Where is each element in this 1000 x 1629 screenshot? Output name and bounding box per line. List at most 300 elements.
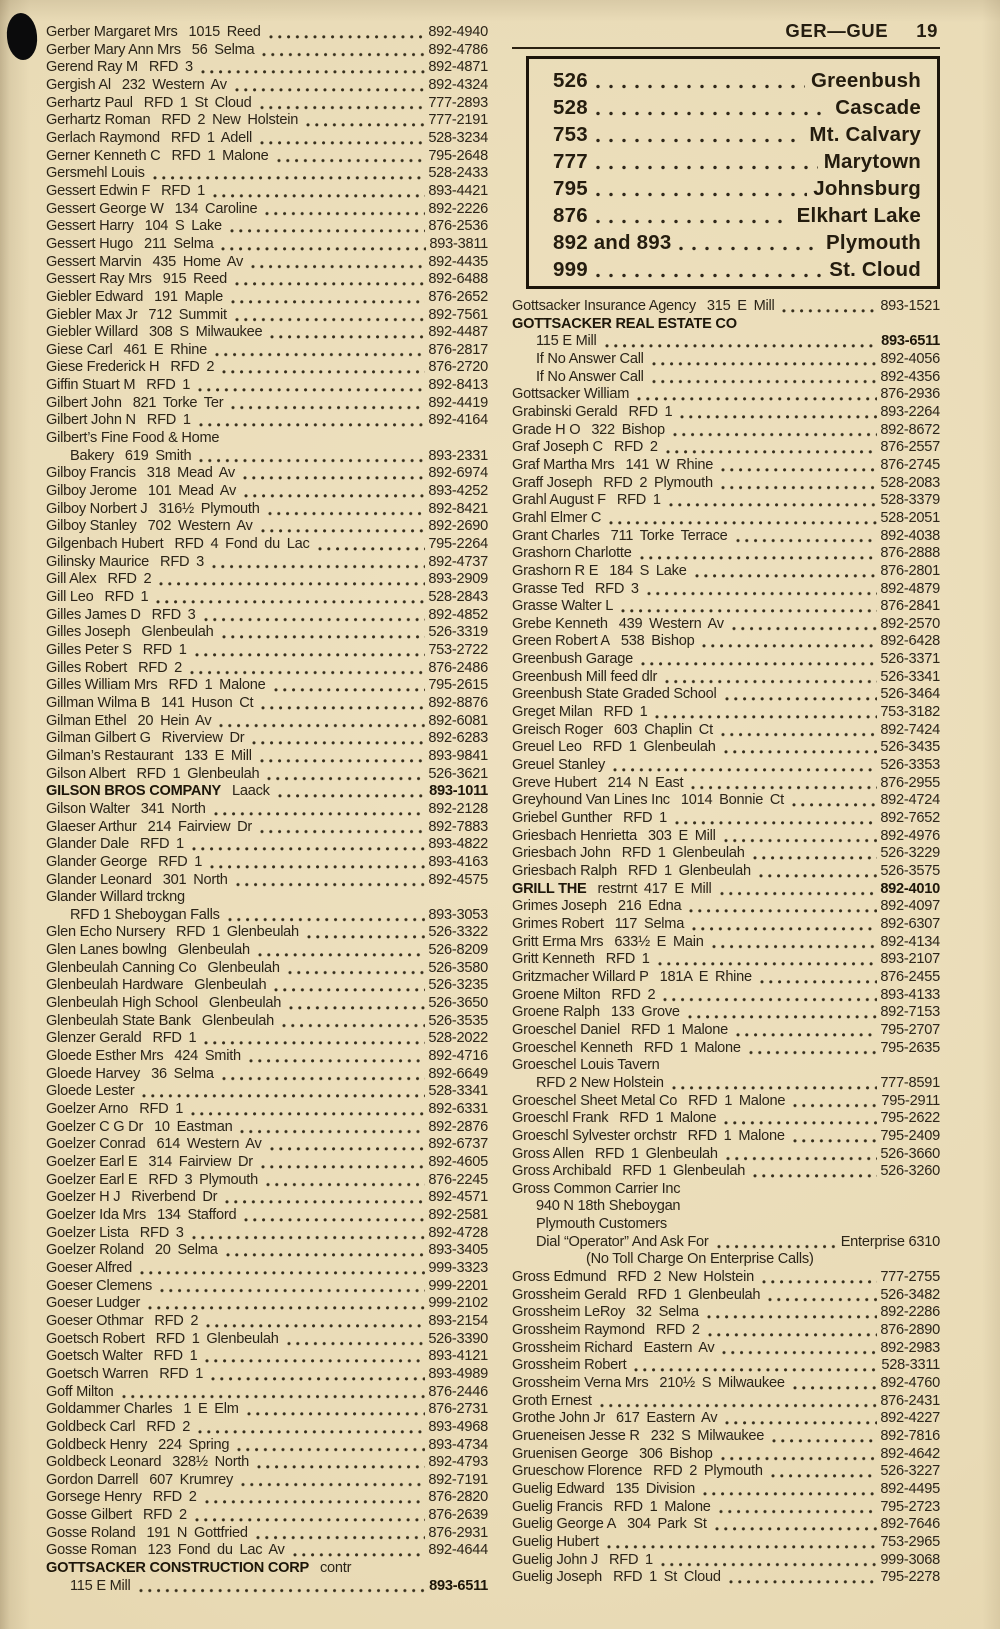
- phone-number: 528-2433: [428, 165, 488, 182]
- dot-leader: [611, 757, 877, 775]
- subscriber-address: RFD 2: [154, 1312, 199, 1329]
- subscriber-address: RFD 2: [170, 359, 215, 376]
- subscriber-name: 115 E Mill: [70, 1577, 131, 1594]
- subscriber-address: Glenbeulah: [141, 624, 214, 641]
- directory-entry: [512, 1410, 940, 1428]
- phone-number: 893-3811: [429, 235, 488, 252]
- right-entry-list: [512, 298, 940, 1587]
- directory-entry: [512, 686, 940, 704]
- subscriber-address: RFD 1: [140, 836, 184, 853]
- subscriber-address: 216 Edna: [617, 898, 682, 915]
- dot-leader: [724, 1146, 878, 1164]
- subscriber-address: 123 Fond du Lac Av: [147, 1542, 285, 1559]
- subscriber-name: Glander Dale: [46, 836, 129, 853]
- directory-entry: [46, 854, 488, 872]
- subscriber-name: Goldbeck Leonard: [46, 1454, 162, 1471]
- dot-leader: [722, 828, 878, 846]
- directory-entry: [46, 501, 488, 519]
- subscriber-address: 711 Torke Terrace: [610, 527, 728, 544]
- dot-leader: [258, 95, 426, 113]
- dot-leader: [719, 722, 877, 740]
- subscriber-name: Gessert Hugo: [46, 235, 134, 252]
- directory-entry: [512, 1357, 940, 1375]
- directory-entry: [512, 651, 940, 669]
- exchange-prefix: 526: [553, 69, 588, 92]
- exchange-place: Greenbush: [810, 69, 921, 92]
- subscriber-address: 607 Krumrey: [149, 1471, 234, 1488]
- phone-number: 526-3580: [428, 959, 488, 976]
- directory-entry: [46, 430, 488, 448]
- subscriber-address: Glenbeulah: [208, 995, 282, 1012]
- dot-leader: [717, 1499, 878, 1517]
- phone-number: 893-4163: [428, 853, 488, 870]
- phone-number: 876-2890: [880, 1322, 940, 1339]
- directory-entry: [512, 669, 940, 687]
- subscriber-name: Gilles William Mrs: [46, 677, 158, 694]
- dot-leader: [690, 916, 877, 934]
- phone-number: 526-3650: [428, 995, 488, 1012]
- subscriber-address: 232 Western Av: [121, 76, 227, 93]
- directory-entry: [46, 1013, 488, 1031]
- phone-number: 528-3311: [881, 1357, 940, 1374]
- subscriber-name: If No Answer Call: [536, 368, 644, 385]
- dot-leader: [605, 1534, 878, 1552]
- dot-leader: [137, 1578, 427, 1596]
- phone-number: 892-4164: [428, 412, 488, 429]
- phone-number: 892-4495: [880, 1480, 940, 1497]
- dot-leader: [758, 969, 877, 987]
- dot-leader: [202, 1030, 425, 1048]
- subscriber-address: 184 S Lake: [609, 562, 687, 579]
- subscriber-name: Gerhartz Roman: [46, 112, 151, 129]
- dot-leader: [276, 783, 426, 801]
- directory-entry: [512, 916, 940, 934]
- subscriber-address: Laack: [231, 783, 270, 800]
- subscriber-name: Gilman Gilbert G: [46, 730, 151, 747]
- subscriber-address: 214 Fairview Dr: [147, 818, 253, 835]
- directory-entry: [46, 889, 488, 907]
- subscriber-address: RFD 1 Glenbeulah: [637, 1286, 761, 1303]
- exchange-prefix: 777: [553, 150, 588, 173]
- dot-leader: [256, 942, 425, 960]
- phone-number: 892-4435: [428, 253, 488, 270]
- subscriber-name: Gilman Ethel: [46, 712, 127, 729]
- phone-number: 892-4852: [428, 606, 488, 623]
- subscriber-address: Glenbeulah: [194, 977, 267, 994]
- subscriber-name: Goelzer Arno: [46, 1101, 129, 1118]
- dot-leader: [259, 518, 426, 536]
- right-column: [512, 20, 940, 1587]
- directory-entry: [46, 1507, 488, 1525]
- subscriber-name: RFD 1 Sheboygan Falls: [70, 906, 220, 923]
- subscriber-name: Gross Archibald: [512, 1163, 612, 1180]
- dot-leader: [209, 1366, 425, 1384]
- subscriber-name: GOTTSACKER REAL ESTATE CO: [512, 315, 737, 332]
- subscriber-name: Goelzer H J: [46, 1189, 121, 1206]
- dot-leader: [305, 924, 425, 942]
- directory-entry: [512, 510, 940, 528]
- exchange-place: Marytown: [823, 150, 921, 173]
- page-number: 19: [916, 20, 938, 41]
- directory-entry: [512, 722, 940, 740]
- subscriber-name: Gergish Al: [46, 76, 111, 93]
- phone-number: 876-2955: [880, 774, 940, 791]
- dot-leader: [211, 183, 425, 201]
- subscriber-address: 821 Torke Ter: [132, 394, 224, 411]
- phone-number: 892-4716: [428, 1048, 488, 1065]
- dot-leader: [663, 669, 877, 687]
- directory-entry: [512, 1552, 940, 1570]
- subscriber-name: Gilles Peter S: [46, 641, 132, 658]
- subscriber-name: Gessert Marvin: [46, 253, 142, 270]
- directory-entry: [512, 1146, 940, 1164]
- subscriber-name: Glenbeulah Hardware: [46, 977, 184, 994]
- directory-entry: [46, 554, 488, 572]
- directory-entry: [46, 1154, 488, 1172]
- subscriber-name: Graff Joseph: [512, 474, 593, 491]
- directory-entry: [46, 1295, 488, 1313]
- dot-leader: [757, 863, 877, 881]
- subscriber-address: 141 Huson Ct: [161, 694, 254, 711]
- phone-number: 892-6428: [880, 633, 940, 650]
- dot-leader: [247, 1048, 425, 1066]
- subscriber-name: Gessert George W: [46, 200, 164, 217]
- dot-leader: [234, 872, 426, 890]
- directory-entry: [46, 1419, 488, 1437]
- directory-entry: [512, 1269, 940, 1287]
- dot-leader: [720, 1340, 877, 1358]
- dot-leader: [619, 598, 877, 616]
- subscriber-address: 1014 Bonnie Ct: [680, 792, 784, 809]
- phone-number: 892-4642: [880, 1445, 940, 1462]
- subscriber-name: Giese Frederick H: [46, 359, 160, 376]
- subscriber-name: Bakery: [70, 447, 114, 464]
- subscriber-name: Gloede Harvey: [46, 1065, 141, 1082]
- subscriber-address: 424 Smith: [174, 1048, 241, 1065]
- dot-leader: [291, 1542, 426, 1560]
- subscriber-name: Goeser Alfred: [46, 1259, 132, 1276]
- left-entry-list: [46, 24, 488, 1595]
- phone-number: 892-2570: [880, 615, 940, 632]
- subscriber-name: Grossheim Robert: [512, 1357, 627, 1374]
- subscriber-address: RFD 1 Malone: [168, 677, 266, 694]
- phone-number: 892-7561: [428, 306, 488, 323]
- directory-entry: [512, 439, 940, 457]
- phone-number: 893-4121: [428, 1348, 488, 1365]
- phone-number: 892-4038: [880, 527, 940, 544]
- directory-entry: [512, 1375, 940, 1393]
- dot-leader: [780, 298, 877, 316]
- phone-number: 893-4989: [428, 1365, 488, 1382]
- dot-leader: [268, 324, 425, 342]
- directory-entry: [512, 633, 940, 651]
- directory-entry: [512, 951, 940, 969]
- dot-leader: [592, 121, 804, 148]
- phone-number: 892-4419: [428, 394, 488, 411]
- phone-number: 892-7191: [428, 1471, 488, 1488]
- dot-leader: [675, 229, 820, 256]
- subscriber-name: Glander Willard trckng: [46, 889, 185, 906]
- subscriber-address: RFD 1 Malone: [643, 1039, 741, 1056]
- dot-leader: [592, 67, 805, 94]
- directory-entry: [512, 404, 940, 422]
- dot-leader: [645, 581, 878, 599]
- directory-entry: [46, 483, 488, 501]
- directory-entry: [46, 1384, 488, 1402]
- subscriber-address: RFD 1 Malone: [687, 1127, 785, 1144]
- dot-leader: [592, 256, 823, 283]
- directory-entry: [46, 518, 488, 536]
- subscriber-name: Dial “Operator” And Ask For: [536, 1233, 709, 1250]
- dot-leader: [632, 1357, 878, 1375]
- dot-leader: [678, 404, 877, 422]
- subscriber-name: Glenbeulah High School: [46, 995, 198, 1012]
- dot-leader: [650, 351, 878, 369]
- subscriber-address: RFD 1 Glenbeulah: [136, 765, 260, 782]
- dot-leader: [140, 1083, 425, 1101]
- phone-number: 893-1521: [880, 298, 940, 314]
- subscriber-address: 104 S Lake: [144, 218, 222, 235]
- subscriber-name: Groeschel Daniel: [512, 1021, 620, 1038]
- phone-number: 795-2264: [428, 536, 488, 553]
- exchange-prefix: 876: [553, 204, 588, 227]
- subscriber-address: 341 North: [140, 800, 206, 817]
- subscriber-name: GILSON BROS COMPANY: [46, 783, 221, 800]
- phone-number: 526-3621: [428, 765, 488, 782]
- subscriber-address: 134 Caroline: [174, 200, 258, 217]
- subscriber-name: Grashorn R E: [512, 562, 599, 579]
- phone-number: 892-7652: [880, 810, 940, 827]
- directory-entry: [512, 386, 940, 404]
- phone-number: 526-3575: [880, 863, 940, 879]
- directory-entry: [46, 112, 488, 130]
- dot-leader: [760, 1269, 877, 1287]
- directory-entry: [512, 1569, 940, 1587]
- phone-number: 893-9841: [428, 747, 488, 764]
- phone-number: 876-2455: [880, 968, 940, 985]
- phone-number: 893-2909: [428, 571, 488, 588]
- subscriber-address: 617 Eastern Av: [616, 1410, 718, 1427]
- directory-entry: [512, 1004, 940, 1022]
- phone-number: 892-6331: [428, 1101, 488, 1118]
- phone-number: 892-4605: [428, 1154, 488, 1170]
- directory-entry: [46, 1278, 488, 1296]
- subscriber-name: Gross Edmund: [512, 1269, 607, 1286]
- subscriber-name: Graf Martha Mrs: [512, 456, 615, 473]
- subscriber-address: Riverview Dr: [161, 730, 245, 747]
- phone-number: 528-2083: [880, 474, 940, 491]
- subscriber-name: Goetsch Robert: [46, 1330, 145, 1347]
- phone-number: 876-2888: [880, 545, 940, 562]
- subscriber-name: Gosse Gilbert: [46, 1507, 132, 1524]
- phone-number: 777-2893: [428, 94, 488, 111]
- subscriber-name: Glenzer Gerald: [46, 1030, 142, 1047]
- subscriber-address: RFD 2 New Holstein: [161, 112, 299, 129]
- subscriber-address: RFD 4 Fond du Lac: [174, 536, 310, 553]
- subscriber-address: 232 S Milwaukee: [650, 1428, 765, 1444]
- directory-entry: [46, 289, 488, 307]
- subscriber-address: RFD 2: [142, 1507, 187, 1524]
- subscriber-address: 306 Bishop: [639, 1445, 713, 1462]
- subscriber-address: 315 E Mill: [706, 298, 775, 314]
- subscriber-address: RFD 1 Glenbeulah: [627, 863, 751, 879]
- directory-entry: [512, 1234, 940, 1252]
- directory-entry: [512, 845, 940, 863]
- phone-number: 893-4252: [428, 483, 488, 500]
- subscriber-name: Gilgenbach Hubert: [46, 536, 164, 553]
- phone-number: 892-2983: [880, 1339, 940, 1356]
- directory-entry: [46, 77, 488, 95]
- subscriber-address: 633½ E Main: [614, 933, 704, 950]
- subscriber-name: Gilbert John N: [46, 412, 136, 429]
- phone-number: 795-2707: [880, 1021, 940, 1038]
- subscriber-address: 134 Stafford: [157, 1206, 237, 1223]
- dot-leader: [734, 1022, 877, 1040]
- subscriber-address: 101 Mead Av: [147, 483, 237, 500]
- subscriber-address: 56 Selma: [191, 41, 255, 58]
- dot-leader: [238, 1119, 425, 1137]
- dot-leader: [719, 1446, 878, 1464]
- subscriber-name: Gritt Kenneth: [512, 951, 595, 968]
- dot-leader: [722, 739, 878, 757]
- directory-entry: [46, 377, 488, 395]
- dot-leader: [196, 377, 425, 395]
- dot-leader: [791, 1093, 878, 1111]
- dot-leader: [316, 536, 426, 554]
- directory-entry: [512, 298, 940, 316]
- directory-entry: [512, 1110, 940, 1128]
- subscriber-name: Gilboy Norbert J: [46, 500, 148, 517]
- subscriber-address: 712 Summit: [148, 306, 227, 323]
- subscriber-address: RFD 1: [603, 704, 648, 721]
- directory-entry: [512, 316, 940, 334]
- dot-leader: [193, 642, 426, 660]
- directory-entry: [512, 1075, 940, 1093]
- dot-leader: [710, 934, 878, 952]
- phone-number: 876-2801: [880, 562, 940, 579]
- subscriber-address: RFD 2: [611, 986, 656, 1003]
- dot-leader: [639, 651, 877, 669]
- directory-entry: [46, 642, 488, 660]
- subscriber-address: RFD 3: [139, 1224, 184, 1241]
- subscriber-address: RFD 1 Glenbeulah: [621, 845, 745, 862]
- phone-number: 795-2278: [880, 1569, 940, 1586]
- phone-number: 892-4134: [880, 933, 940, 950]
- subscriber-name: Gilson Walter: [46, 800, 130, 817]
- dot-leader: [154, 589, 425, 607]
- subscriber-address: RFD 1 Malone: [613, 1498, 711, 1515]
- subscriber-address: 20 Hein Av: [137, 712, 212, 729]
- dot-leader: [233, 307, 426, 325]
- subscriber-name: Grossheim LeRoy: [512, 1304, 626, 1321]
- dot-leader: [258, 130, 425, 148]
- directory-entry: [46, 1189, 488, 1207]
- directory-entry: [46, 218, 488, 236]
- directory-entry: [46, 1401, 488, 1419]
- dot-leader: [287, 995, 425, 1013]
- dot-leader: [751, 1163, 877, 1181]
- dot-leader: [196, 1419, 425, 1437]
- dot-leader: [212, 801, 426, 819]
- subscriber-name: Goldammer Charles: [46, 1401, 173, 1418]
- dot-leader: [272, 977, 425, 995]
- subscriber-address: Eastern Av: [643, 1339, 715, 1356]
- phone-number: 892-6649: [428, 1065, 488, 1082]
- subscriber-name: Gilboy Francis: [46, 465, 136, 482]
- subscriber-address: RFD 1: [104, 589, 149, 605]
- directory-entry: [46, 872, 488, 890]
- subscriber-name: Glen Lanes bowlng: [46, 942, 167, 959]
- subscriber-name: (No Toll Charge On Enterprise Calls): [586, 1251, 814, 1268]
- subscriber-address: 117 Selma: [614, 915, 685, 932]
- dot-leader: [715, 1234, 838, 1252]
- directory-entry: [512, 369, 940, 387]
- subscriber-name: Greenbush Garage: [512, 651, 633, 668]
- subscriber-address: 211 Selma: [144, 235, 214, 252]
- subscriber-address: RFD 1 Glenbeulah: [622, 1163, 746, 1180]
- dot-leader: [263, 201, 425, 219]
- phone-number: 876-2652: [428, 288, 488, 305]
- directory-entry: [512, 1534, 940, 1552]
- phone-number: 753-2965: [880, 1533, 940, 1550]
- subscriber-name: Greuel Leo: [512, 739, 582, 756]
- directory-entry: [512, 1499, 940, 1517]
- subscriber-address: 915 Reed: [162, 271, 228, 288]
- subscriber-name: Giebler Edward: [46, 288, 144, 305]
- dot-leader: [268, 1136, 426, 1154]
- subscriber-name: Gerner Kenneth C: [46, 147, 161, 164]
- subscriber-name: Goelzer Ida Mrs: [46, 1206, 147, 1223]
- dot-leader: [770, 1428, 877, 1446]
- exchange-place: Mt. Calvary: [809, 123, 921, 146]
- phone-number: 999-3323: [428, 1259, 488, 1276]
- phone-number: 777-2191: [428, 112, 488, 129]
- subscriber-name: Grimes Joseph: [512, 898, 607, 915]
- subscriber-address: 461 E Rhine: [123, 341, 208, 358]
- dot-leader: [190, 836, 425, 854]
- phone-number: 526-3390: [428, 1330, 488, 1347]
- subscriber-name: Gloede Lester: [46, 1083, 135, 1100]
- directory-entry: [512, 1128, 940, 1146]
- subscriber-address: 135 Division: [615, 1480, 695, 1497]
- exchange-row: [553, 229, 921, 256]
- subscriber-address: RFD 1: [153, 1348, 198, 1365]
- dot-leader: [656, 951, 878, 969]
- subscriber-name: Guelig Francis: [512, 1498, 603, 1515]
- exchange-row: [553, 202, 921, 229]
- phone-number: 892-2128: [428, 800, 488, 817]
- directory-entry: [512, 1516, 940, 1534]
- subscriber-name: Grothe John Jr: [512, 1410, 606, 1427]
- exchange-place: St. Cloud: [829, 258, 921, 281]
- subscriber-address: 614 Western Av: [156, 1136, 262, 1153]
- subscriber-address: 619 Smith: [124, 447, 192, 464]
- directory-entry: [46, 713, 488, 731]
- directory-entry: [512, 457, 940, 475]
- phone-number: 876-2536: [428, 218, 488, 235]
- dot-leader: [603, 333, 879, 351]
- directory-entry: [46, 1101, 488, 1119]
- directory-entry: [46, 412, 488, 430]
- phone-number: 876-2936: [880, 386, 940, 403]
- dot-leader: [275, 148, 426, 166]
- directory-entry: [46, 1560, 488, 1578]
- phone-number: 892-6737: [428, 1136, 488, 1153]
- subscriber-name: Goelzer Earl E: [46, 1171, 138, 1188]
- exchange-prefix: 753: [553, 123, 588, 146]
- directory-entry: [512, 1393, 940, 1411]
- subscriber-name: Groeschel Sheet Metal Co: [512, 1092, 678, 1109]
